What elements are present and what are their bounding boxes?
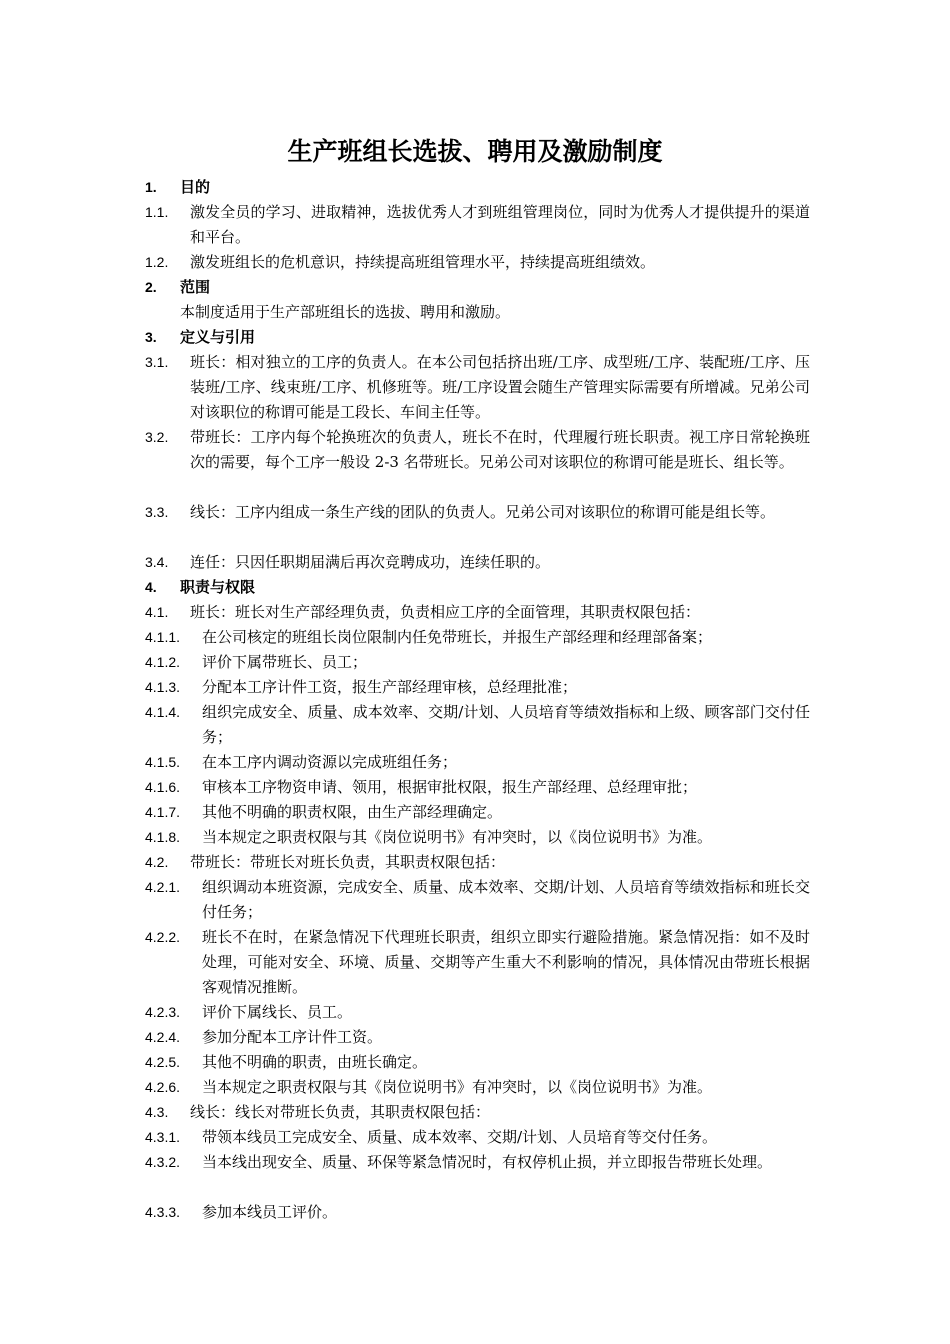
clause-number: 4.1.8.	[145, 829, 181, 845]
clause-item	[145, 1125, 810, 1150]
clause-item	[145, 1050, 810, 1075]
clause-item	[145, 1200, 810, 1225]
document-title: 生产班组长选拔、聘用及激励制度	[287, 137, 663, 166]
section-heading	[145, 325, 810, 350]
clause-number: 4.2.6.	[145, 1079, 181, 1095]
section-heading	[145, 575, 810, 600]
clause-text: 带领本线员工完成安全、质量、成本效率、交期/计划、人员培育等交付任务。	[202, 1128, 718, 1146]
clause-number: 4.3.2.	[145, 1154, 181, 1170]
clause-number: 4.2.3.	[145, 1004, 181, 1020]
clause-number: 3.	[145, 329, 157, 345]
clause-number: 3.1.	[145, 354, 169, 370]
clause-text: 本制度适用于生产部班组长的选拔、聘用和激励。	[180, 303, 511, 321]
clause-text: 参加分配本工序计件工资。	[202, 1028, 383, 1046]
heading-text: 职责与权限	[180, 578, 256, 596]
clause-item	[145, 850, 810, 875]
section-heading	[145, 275, 810, 300]
clause-text: 班长：相对独立的工序的负责人。在本公司包括挤出班/工序、成型班/工序、装配班/工序、压装班/工序、线束班/工序、机修班等。班/工序设置会随生产管理实际需要有所增减。兄弟公司对该职位的称谓可能是工段长、车间主任等。	[190, 353, 810, 421]
clause-number: 4.2.5.	[145, 1054, 181, 1070]
clause-number: 4.3.3.	[145, 1204, 181, 1220]
clause-number: 1.1.	[145, 204, 169, 220]
clause-text: 其他不明确的职责，由班长确定。	[202, 1053, 428, 1071]
clause-item	[145, 550, 810, 575]
clause-text: 线长：线长对带班长负责，其职责权限包括：	[190, 1103, 491, 1121]
clause-number: 4.2.4.	[145, 1029, 181, 1045]
clause-item	[145, 1100, 810, 1125]
clause-item	[145, 350, 810, 425]
clause-text: 激发班组长的危机意识，持续提高班组管理水平，持续提高班组绩效。	[190, 253, 656, 271]
clause-number: 4.3.	[145, 1104, 169, 1120]
clause-number: 4.1.7.	[145, 804, 181, 820]
clause-item	[145, 200, 810, 250]
clause-text: 评价下属带班长、员工；	[202, 653, 368, 671]
clause-number: 4.2.	[145, 854, 169, 870]
clause-text: 组织调动本班资源，完成安全、质量、成本效率、交期/计划、人员培育等绩效指标和班长交付任务；	[202, 878, 810, 921]
clause-text: 在公司核定的班组长岗位限制内任免带班长，并报生产部经理和经理部备案；	[202, 628, 713, 646]
clause-item	[145, 925, 810, 1000]
clause-number: 1.	[145, 179, 157, 195]
clause-text: 审核本工序物资申请、领用，根据审批权限，报生产部经理、总经理审批；	[202, 778, 698, 796]
clause-item	[145, 750, 810, 775]
clause-number: 4.1.	[145, 604, 169, 620]
clause-item	[145, 1150, 810, 1175]
clause-number: 4.3.1.	[145, 1129, 181, 1145]
clause-item	[145, 250, 810, 275]
clause-number: 4.2.1.	[145, 879, 181, 895]
clause-number: 4.2.2.	[145, 929, 181, 945]
clause-text: 激发全员的学习、进取精神，选拔优秀人才到班组管理岗位，同时为优秀人才提供提升的渠道和平台。	[190, 203, 810, 246]
clause-number: 4.1.3.	[145, 679, 181, 695]
clause-item	[145, 300, 810, 325]
clause-text: 班长：班长对生产部经理负责，负责相应工序的全面管理，其职责权限包括：	[190, 603, 701, 621]
clause-number: 3.3.	[145, 504, 169, 520]
clause-number: 4.1.6.	[145, 779, 181, 795]
clause-text: 在本工序内调动资源以完成班组任务；	[202, 753, 458, 771]
clause-number: 4.	[145, 579, 157, 595]
clause-item	[145, 800, 810, 825]
clause-text: 参加本线员工评价。	[202, 1203, 338, 1221]
clause-text: 带班长：带班长对班长负责，其职责权限包括：	[190, 853, 506, 871]
clause-text: 其他不明确的职责权限，由生产部经理确定。	[202, 803, 503, 821]
clause-number: 1.2.	[145, 254, 169, 270]
heading-text: 定义与引用	[180, 328, 256, 346]
clause-number: 2.	[145, 279, 157, 295]
clause-item	[145, 1075, 810, 1100]
clause-item	[145, 625, 810, 650]
heading-text: 范围	[180, 278, 211, 296]
clause-text: 当本规定之职责权限与其《岗位说明书》有冲突时，以《岗位说明书》为准。	[202, 828, 713, 846]
clause-text: 班长不在时，在紧急情况下代理班长职责，组织立即实行避险措施。紧急情况指：如不及时处理，可能对安全、环境、质量、交期等产生重大不利影响的情况，具体情况由带班长根据客观情况推断。	[202, 928, 810, 996]
clause-item	[145, 600, 810, 625]
clause-text: 带班长：工序内每个轮换班次的负责人，班长不在时，代理履行班长职责。视工序日常轮换班次的需要，每个工序一般设 2-3 名带班长。兄弟公司对该职位的称谓可能是班长、组长等。	[190, 428, 810, 471]
clause-item	[145, 500, 810, 525]
clause-item	[145, 775, 810, 800]
clause-item	[145, 425, 810, 475]
clause-item	[145, 825, 810, 850]
clause-number: 4.1.4.	[145, 704, 181, 720]
clause-number: 4.1.1.	[145, 629, 181, 645]
clause-text: 当本线出现安全、质量、环保等紧急情况时，有权停机止损，并立即报告带班长处理。	[202, 1153, 773, 1171]
clause-text: 线长：工序内组成一条生产线的团队的负责人。兄弟公司对该职位的称谓可能是组长等。	[190, 503, 776, 521]
clause-number: 4.1.5.	[145, 754, 181, 770]
clause-item	[145, 875, 810, 925]
section-heading	[145, 175, 810, 200]
clause-item	[145, 650, 810, 675]
clause-item	[145, 1000, 810, 1025]
clause-item	[145, 675, 810, 700]
heading-text: 目的	[180, 178, 211, 196]
clause-text: 连任：只因任职期届满后再次竞聘成功，连续任职的。	[190, 553, 551, 571]
clause-text: 评价下属线长、员工。	[202, 1003, 353, 1021]
clause-text: 当本规定之职责权限与其《岗位说明书》有冲突时，以《岗位说明书》为准。	[202, 1078, 713, 1096]
clause-text: 分配本工序计件工资，报生产部经理审核，总经理批准；	[202, 678, 578, 696]
clause-number: 4.1.2.	[145, 654, 181, 670]
clause-number: 3.2.	[145, 429, 169, 445]
clause-number: 3.4.	[145, 554, 169, 570]
clause-item	[145, 1025, 810, 1050]
clause-text: 组织完成安全、质量、成本效率、交期/计划、人员培育等绩效指标和上级、顾客部门交付任务；	[202, 703, 810, 746]
clause-item	[145, 700, 810, 750]
